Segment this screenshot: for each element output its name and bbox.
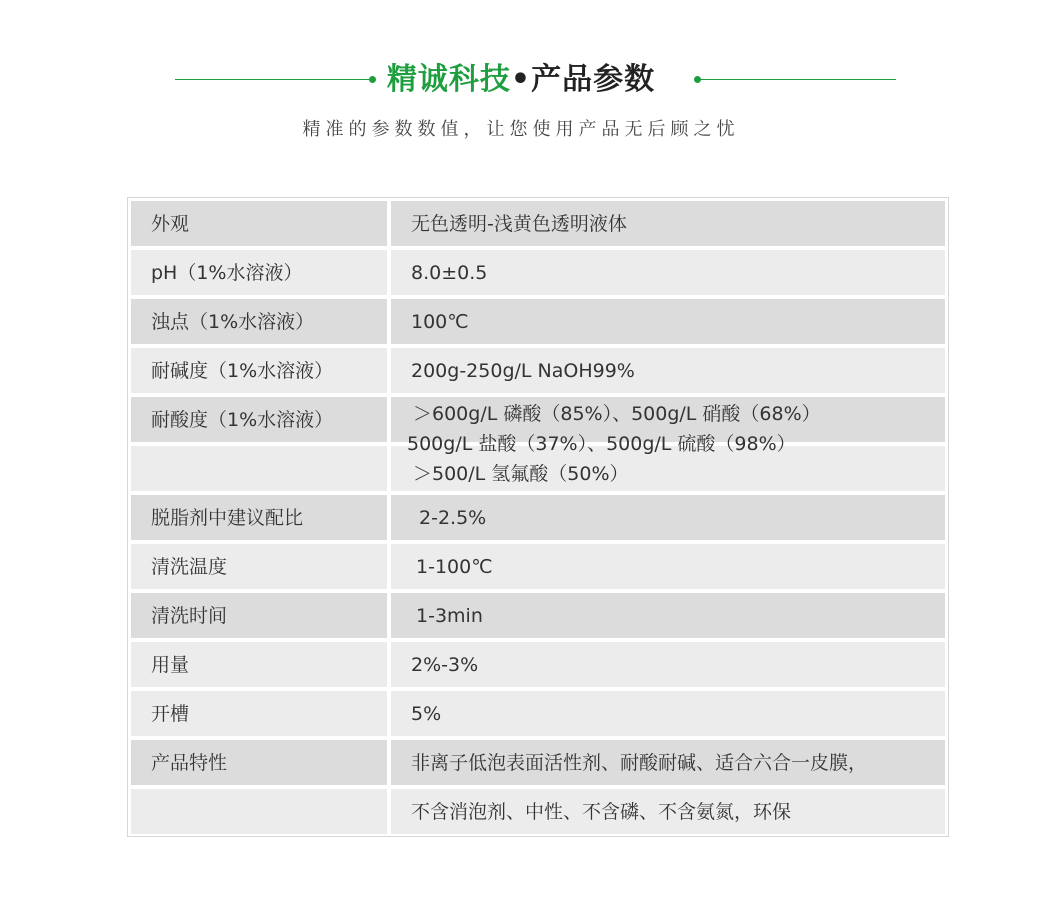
- param-value: 5%: [391, 691, 945, 736]
- header-rule-right: [700, 79, 896, 80]
- param-label: 耐酸度（1%水溶液）: [131, 397, 387, 442]
- param-value-line: ＞600g/L 磷酸（85%）、500g/L 硝酸（68%）: [413, 403, 821, 425]
- param-value: 1-100℃: [391, 544, 945, 589]
- param-value: 2%-3%: [391, 642, 945, 687]
- param-value: 2-2.5%: [391, 495, 945, 540]
- param-label: 浊点（1%水溶液）: [131, 299, 387, 344]
- param-label: 外观: [131, 201, 387, 246]
- param-label: 产品特性: [131, 740, 387, 785]
- param-label: 用量: [131, 642, 387, 687]
- param-value-line: 500g/L 盐酸（37%）、500g/L 硫酸（98%）: [407, 433, 796, 455]
- section-name: 产品参数: [531, 62, 656, 97]
- param-label: pH（1%水溶液）: [131, 250, 387, 295]
- param-label: 开槽: [131, 691, 387, 736]
- param-label: 耐碱度（1%水溶液）: [131, 348, 387, 393]
- page-title: [0, 60, 1042, 100]
- param-value: 100℃: [391, 299, 945, 344]
- param-value: 1-3min: [391, 593, 945, 638]
- param-value: 无色透明-浅黄色透明液体: [391, 201, 945, 246]
- param-label: 脱脂剂中建议配比: [131, 495, 387, 540]
- brand-name: 精诚科技: [386, 62, 511, 97]
- param-value-line: 不含消泡剂、中性、不含磷、不含氨氮，环保: [391, 789, 945, 834]
- title-separator: •: [510, 62, 532, 97]
- param-value: 8.0±0.5: [391, 250, 945, 295]
- param-label-blank: [131, 789, 387, 834]
- section-header: [0, 56, 1042, 104]
- param-label: 清洗时间: [131, 593, 387, 638]
- param-value-line: ＞500/L 氢氟酸（50%）: [413, 463, 629, 485]
- param-value: 200g-250g/L NaOH99%: [391, 348, 945, 393]
- page-subtitle: 精准的参数数值，让您使用产品无后顾之忧: [302, 119, 740, 140]
- param-value-multiline: [391, 397, 945, 491]
- parameter-table: [127, 197, 949, 837]
- param-label-blank: [131, 446, 387, 491]
- param-value-line: 非离子低泡表面活性剂、耐酸耐碱、适合六合一皮膜，: [391, 740, 945, 785]
- param-label: 清洗温度: [131, 544, 387, 589]
